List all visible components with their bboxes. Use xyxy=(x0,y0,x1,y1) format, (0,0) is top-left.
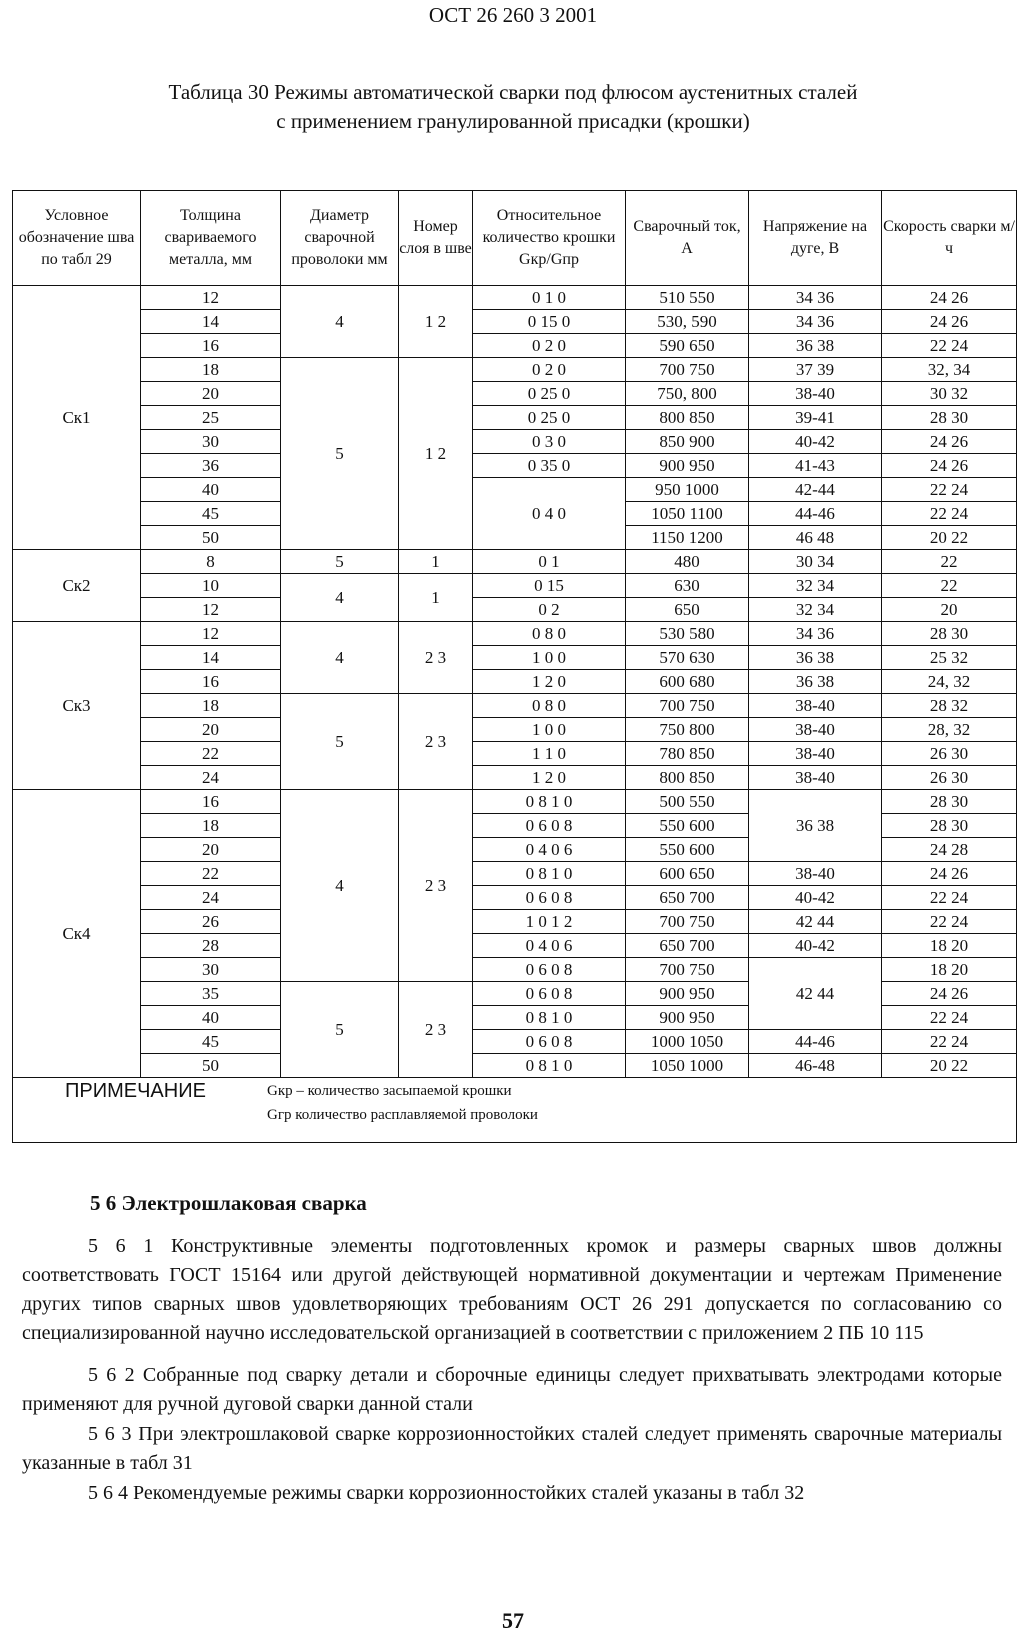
voltage-cell: 40-42 xyxy=(749,886,882,910)
thickness-cell: 12 xyxy=(141,598,281,622)
current-cell: 500 550 xyxy=(626,790,749,814)
table-row xyxy=(13,286,1017,310)
layer-cell: 1 2 xyxy=(399,286,473,358)
ratio-cell: 0 6 0 8 xyxy=(473,886,626,910)
voltage-cell: 44-46 xyxy=(749,502,882,526)
current-cell: 650 700 xyxy=(626,934,749,958)
table-row xyxy=(13,406,1017,430)
speed-cell: 24 26 xyxy=(882,430,1017,454)
current-cell: 550 600 xyxy=(626,814,749,838)
table-row xyxy=(13,310,1017,334)
table-row xyxy=(13,910,1017,934)
thickness-cell: 45 xyxy=(141,1030,281,1054)
speed-cell: 20 xyxy=(882,598,1017,622)
table-row xyxy=(13,382,1017,406)
ratio-cell: 0 1 0 xyxy=(473,286,626,310)
voltage-cell: 39-41 xyxy=(749,406,882,430)
group-label-ck1: Ск1 xyxy=(13,286,141,550)
paragraph-5-6-1: 5 6 1 Конструктивные элементы подготовленных кромок и размеры сварных швов должны соответствовать ГОСТ 15164 или другой действующей нормативной документации и чертежам Применение других типов сварных швов удовлетворяющих требованиям ОСТ 26 291 допускается по согласованию со специализированной научно исследовательской организацией в соответствии с приложением 2 ПБ 10 115 xyxy=(22,1235,1002,1344)
speed-cell: 22 24 xyxy=(882,1006,1017,1030)
paragraph-5-6-3: 5 6 3 При электрошлаковой сварке коррозионностойких сталей следует применять сварочные материалы указанные в табл 31 xyxy=(22,1423,1002,1474)
header-cell: Сварочный ток, А xyxy=(626,191,749,286)
thickness-cell: 14 xyxy=(141,310,281,334)
ratio-cell: 0 4 0 xyxy=(473,478,626,550)
thickness-cell: 50 xyxy=(141,526,281,550)
voltage-cell: 40-42 xyxy=(749,430,882,454)
table-note-row xyxy=(13,1078,1017,1143)
thickness-cell: 18 xyxy=(141,694,281,718)
current-cell: 700 750 xyxy=(626,910,749,934)
current-cell: 900 950 xyxy=(626,454,749,478)
current-cell: 1000 1050 xyxy=(626,1030,749,1054)
speed-cell: 24 26 xyxy=(882,286,1017,310)
ratio-cell: 1 0 0 xyxy=(473,718,626,742)
voltage-cell: 36 38 xyxy=(749,790,882,862)
speed-cell: 28 30 xyxy=(882,790,1017,814)
speed-cell: 26 30 xyxy=(882,766,1017,790)
speed-cell: 28 30 xyxy=(882,406,1017,430)
current-cell: 900 950 xyxy=(626,1006,749,1030)
layer-cell: 1 2 xyxy=(399,358,473,550)
header-cell: Условное обозначение шва по табл 29 xyxy=(13,191,141,286)
voltage-cell: 41-43 xyxy=(749,454,882,478)
speed-cell: 24 26 xyxy=(882,862,1017,886)
diameter-cell: 4 xyxy=(281,574,399,622)
diameter-cell: 4 xyxy=(281,790,399,982)
thickness-cell: 20 xyxy=(141,838,281,862)
table-row xyxy=(13,334,1017,358)
voltage-cell: 32 34 xyxy=(749,598,882,622)
diameter-cell: 5 xyxy=(281,550,399,574)
current-cell: 480 xyxy=(626,550,749,574)
thickness-cell: 18 xyxy=(141,814,281,838)
speed-cell: 22 24 xyxy=(882,334,1017,358)
current-cell: 700 750 xyxy=(626,358,749,382)
table-row xyxy=(13,886,1017,910)
table-row xyxy=(13,1054,1017,1078)
ratio-cell: 1 2 0 xyxy=(473,670,626,694)
ratio-cell: 0 6 0 8 xyxy=(473,1030,626,1054)
ratio-cell: 0 1 xyxy=(473,550,626,574)
table-row xyxy=(13,694,1017,718)
diameter-cell: 5 xyxy=(281,694,399,790)
thickness-cell: 30 xyxy=(141,958,281,982)
thickness-cell: 22 xyxy=(141,862,281,886)
ratio-label: Gкр/Gпр xyxy=(519,251,579,268)
layer-cell: 1 xyxy=(399,550,473,574)
welding-modes-table xyxy=(12,190,1017,1143)
ratio-cell: 0 4 0 6 xyxy=(473,934,626,958)
group-label-ck3: Ск3 xyxy=(13,622,141,790)
layer-cell: 2 3 xyxy=(399,622,473,694)
table-note-cell xyxy=(13,1078,1017,1143)
current-cell: 900 950 xyxy=(626,982,749,1006)
paragraph-5-6-2: 5 6 2 Собранные под сварку детали и сборочные единицы следует прихватывать электродами которые применяют для ручной дуговой сварки данной стали xyxy=(22,1364,1002,1415)
ratio-cell: 0 6 0 8 xyxy=(473,814,626,838)
current-cell: 750, 800 xyxy=(626,382,749,406)
speed-cell: 32, 34 xyxy=(882,358,1017,382)
current-cell: 950 1000 xyxy=(626,478,749,502)
table-row xyxy=(13,430,1017,454)
voltage-cell: 36 38 xyxy=(749,646,882,670)
speed-cell: 24 28 xyxy=(882,838,1017,862)
table-row xyxy=(13,934,1017,958)
speed-cell: 26 30 xyxy=(882,742,1017,766)
voltage-cell: 37 39 xyxy=(749,358,882,382)
current-cell: 530 580 xyxy=(626,622,749,646)
layer-cell: 2 3 xyxy=(399,982,473,1078)
table-row xyxy=(13,358,1017,382)
current-cell: 850 900 xyxy=(626,430,749,454)
speed-cell: 22 24 xyxy=(882,1030,1017,1054)
table-row xyxy=(13,790,1017,814)
diameter-cell: 4 xyxy=(281,286,399,358)
ratio-cell: 1 2 0 xyxy=(473,766,626,790)
ratio-cell: 0 8 1 0 xyxy=(473,1054,626,1078)
current-cell: 650 700 xyxy=(626,886,749,910)
current-cell: 600 680 xyxy=(626,670,749,694)
thickness-cell: 12 xyxy=(141,622,281,646)
current-cell: 550 600 xyxy=(626,838,749,862)
speed-cell: 24, 32 xyxy=(882,670,1017,694)
speed-cell: 20 22 xyxy=(882,1054,1017,1078)
group-label-ck2: Ск2 xyxy=(13,550,141,622)
speed-cell: 20 22 xyxy=(882,526,1017,550)
thickness-cell: 16 xyxy=(141,790,281,814)
voltage-cell: 38-40 xyxy=(749,862,882,886)
diameter-cell: 5 xyxy=(281,358,399,550)
thickness-cell: 10 xyxy=(141,574,281,598)
current-cell: 1050 1000 xyxy=(626,1054,749,1078)
table-row xyxy=(13,670,1017,694)
thickness-cell: 8 xyxy=(141,550,281,574)
ratio-cell: 0 8 0 xyxy=(473,622,626,646)
header-cell: Скорость сварки м/ч xyxy=(882,191,1017,286)
voltage-cell: 38-40 xyxy=(749,742,882,766)
current-cell: 630 xyxy=(626,574,749,598)
current-cell: 1150 1200 xyxy=(626,526,749,550)
table-row xyxy=(13,742,1017,766)
voltage-cell: 34 36 xyxy=(749,310,882,334)
note-line-2: Gгр количество расплавляемой проволоки xyxy=(267,1107,538,1123)
ratio-cell: 0 15 0 xyxy=(473,310,626,334)
voltage-cell: 38-40 xyxy=(749,718,882,742)
table-row xyxy=(13,574,1017,598)
thickness-cell: 40 xyxy=(141,1006,281,1030)
speed-cell: 18 20 xyxy=(882,934,1017,958)
table-row xyxy=(13,454,1017,478)
table-row xyxy=(13,646,1017,670)
ratio-cell: 0 8 0 xyxy=(473,694,626,718)
thickness-cell: 18 xyxy=(141,358,281,382)
voltage-cell: 30 34 xyxy=(749,550,882,574)
ratio-cell: 0 25 0 xyxy=(473,382,626,406)
speed-cell: 28 30 xyxy=(882,814,1017,838)
table-row xyxy=(13,550,1017,574)
voltage-cell: 42-44 xyxy=(749,478,882,502)
page-number: 57 xyxy=(502,1608,524,1633)
table-row xyxy=(13,1030,1017,1054)
group-label-ck4: Ск4 xyxy=(13,790,141,1078)
speed-cell: 28, 32 xyxy=(882,718,1017,742)
ratio-cell: 1 1 0 xyxy=(473,742,626,766)
voltage-cell: 42 44 xyxy=(749,958,882,1030)
table-row xyxy=(13,958,1017,982)
thickness-cell: 20 xyxy=(141,718,281,742)
table-row xyxy=(13,622,1017,646)
ratio-cell: 1 0 0 xyxy=(473,646,626,670)
ratio-cell: 0 6 0 8 xyxy=(473,958,626,982)
table-header-row xyxy=(13,191,1017,286)
note-label: ПРИМЕЧАНИЕ xyxy=(65,1080,206,1102)
ratio-cell: 0 15 xyxy=(473,574,626,598)
thickness-cell: 24 xyxy=(141,766,281,790)
speed-cell: 22 24 xyxy=(882,478,1017,502)
ratio-cell: 0 8 1 0 xyxy=(473,1006,626,1030)
current-cell: 800 850 xyxy=(626,766,749,790)
table-row xyxy=(13,598,1017,622)
voltage-cell: 42 44 xyxy=(749,910,882,934)
voltage-cell: 38-40 xyxy=(749,766,882,790)
speed-cell: 28 32 xyxy=(882,694,1017,718)
ratio-cell: 0 8 1 0 xyxy=(473,862,626,886)
header-cell: Толщина свариваемого металла, мм xyxy=(141,191,281,286)
thickness-cell: 35 xyxy=(141,982,281,1006)
ratio-cell: 0 2 xyxy=(473,598,626,622)
ratio-cell: 1 0 1 2 xyxy=(473,910,626,934)
ratio-cell: 0 2 0 xyxy=(473,358,626,382)
layer-cell: 2 3 xyxy=(399,694,473,790)
current-cell: 570 630 xyxy=(626,646,749,670)
speed-cell: 18 20 xyxy=(882,958,1017,982)
table-caption xyxy=(0,78,1026,136)
voltage-cell: 36 38 xyxy=(749,334,882,358)
speed-cell: 22 xyxy=(882,550,1017,574)
ratio-cell: 0 2 0 xyxy=(473,334,626,358)
diameter-cell: 4 xyxy=(281,622,399,694)
voltage-cell: 46 48 xyxy=(749,526,882,550)
ratio-cell: 0 4 0 6 xyxy=(473,838,626,862)
speed-cell: 25 32 xyxy=(882,646,1017,670)
current-cell: 1050 1100 xyxy=(626,502,749,526)
speed-cell: 24 26 xyxy=(882,454,1017,478)
layer-cell: 2 3 xyxy=(399,790,473,982)
current-cell: 800 850 xyxy=(626,406,749,430)
current-cell: 590 650 xyxy=(626,334,749,358)
voltage-cell: 36 38 xyxy=(749,670,882,694)
current-cell: 780 850 xyxy=(626,742,749,766)
thickness-cell: 16 xyxy=(141,670,281,694)
header-cell: Диаметр сварочной проволоки мм xyxy=(281,191,399,286)
current-cell: 600 650 xyxy=(626,862,749,886)
thickness-cell: 25 xyxy=(141,406,281,430)
thickness-cell: 20 xyxy=(141,382,281,406)
current-cell: 510 550 xyxy=(626,286,749,310)
thickness-cell: 30 xyxy=(141,430,281,454)
table-row xyxy=(13,718,1017,742)
thickness-cell: 12 xyxy=(141,286,281,310)
voltage-cell: 40-42 xyxy=(749,934,882,958)
thickness-cell: 40 xyxy=(141,478,281,502)
table-caption-line2: с применением гранулированной присадки (крошки) xyxy=(276,109,750,133)
speed-cell: 24 26 xyxy=(882,310,1017,334)
thickness-cell: 24 xyxy=(141,886,281,910)
paragraph-5-6-4: 5 6 4 Рекомендуемые режимы сварки коррозионностойких сталей указаны в табл 32 xyxy=(88,1482,805,1504)
ratio-cell: 0 25 0 xyxy=(473,406,626,430)
current-cell: 700 750 xyxy=(626,958,749,982)
speed-cell: 22 24 xyxy=(882,502,1017,526)
thickness-cell: 28 xyxy=(141,934,281,958)
current-cell: 530, 590 xyxy=(626,310,749,334)
thickness-cell: 14 xyxy=(141,646,281,670)
voltage-cell: 44-46 xyxy=(749,1030,882,1054)
voltage-cell: 34 36 xyxy=(749,622,882,646)
ratio-cell: 0 3 0 xyxy=(473,430,626,454)
table-row xyxy=(13,478,1017,502)
ratio-cell: 0 35 0 xyxy=(473,454,626,478)
section-title: 5 6 Электрошлаковая сварка xyxy=(90,1191,367,1215)
header-cell: Относительное количество крошки Gкр/Gпр xyxy=(473,191,626,286)
speed-cell: 22 xyxy=(882,574,1017,598)
voltage-cell: 32 34 xyxy=(749,574,882,598)
voltage-cell: 38-40 xyxy=(749,382,882,406)
ratio-cell: 0 6 0 8 xyxy=(473,982,626,1006)
table-caption-line1: Таблица 30 Режимы автоматической сварки под флюсом аустенитных сталей xyxy=(168,80,858,104)
header-cell: Номер слоя в шве xyxy=(399,191,473,286)
layer-cell: 1 xyxy=(399,574,473,622)
note-line-1: Gкр – количество засыпаемой крошки xyxy=(267,1083,512,1099)
diameter-cell: 5 xyxy=(281,982,399,1078)
thickness-cell: 16 xyxy=(141,334,281,358)
speed-cell: 22 24 xyxy=(882,910,1017,934)
current-cell: 700 750 xyxy=(626,694,749,718)
thickness-cell: 22 xyxy=(141,742,281,766)
thickness-cell: 50 xyxy=(141,1054,281,1078)
current-cell: 750 800 xyxy=(626,718,749,742)
speed-cell: 28 30 xyxy=(882,622,1017,646)
current-cell: 650 xyxy=(626,598,749,622)
speed-cell: 22 24 xyxy=(882,886,1017,910)
speed-cell: 30 32 xyxy=(882,382,1017,406)
voltage-cell: 38-40 xyxy=(749,694,882,718)
ratio-cell: 0 8 1 0 xyxy=(473,790,626,814)
thickness-cell: 45 xyxy=(141,502,281,526)
voltage-cell: 34 36 xyxy=(749,286,882,310)
header-cell: Напряжение на дуге, В xyxy=(749,191,882,286)
thickness-cell: 26 xyxy=(141,910,281,934)
speed-cell: 24 26 xyxy=(882,982,1017,1006)
table-row xyxy=(13,766,1017,790)
voltage-cell: 46-48 xyxy=(749,1054,882,1078)
thickness-cell: 36 xyxy=(141,454,281,478)
document-code-header: ОСТ 26 260 3 2001 xyxy=(428,3,598,27)
table-row xyxy=(13,862,1017,886)
